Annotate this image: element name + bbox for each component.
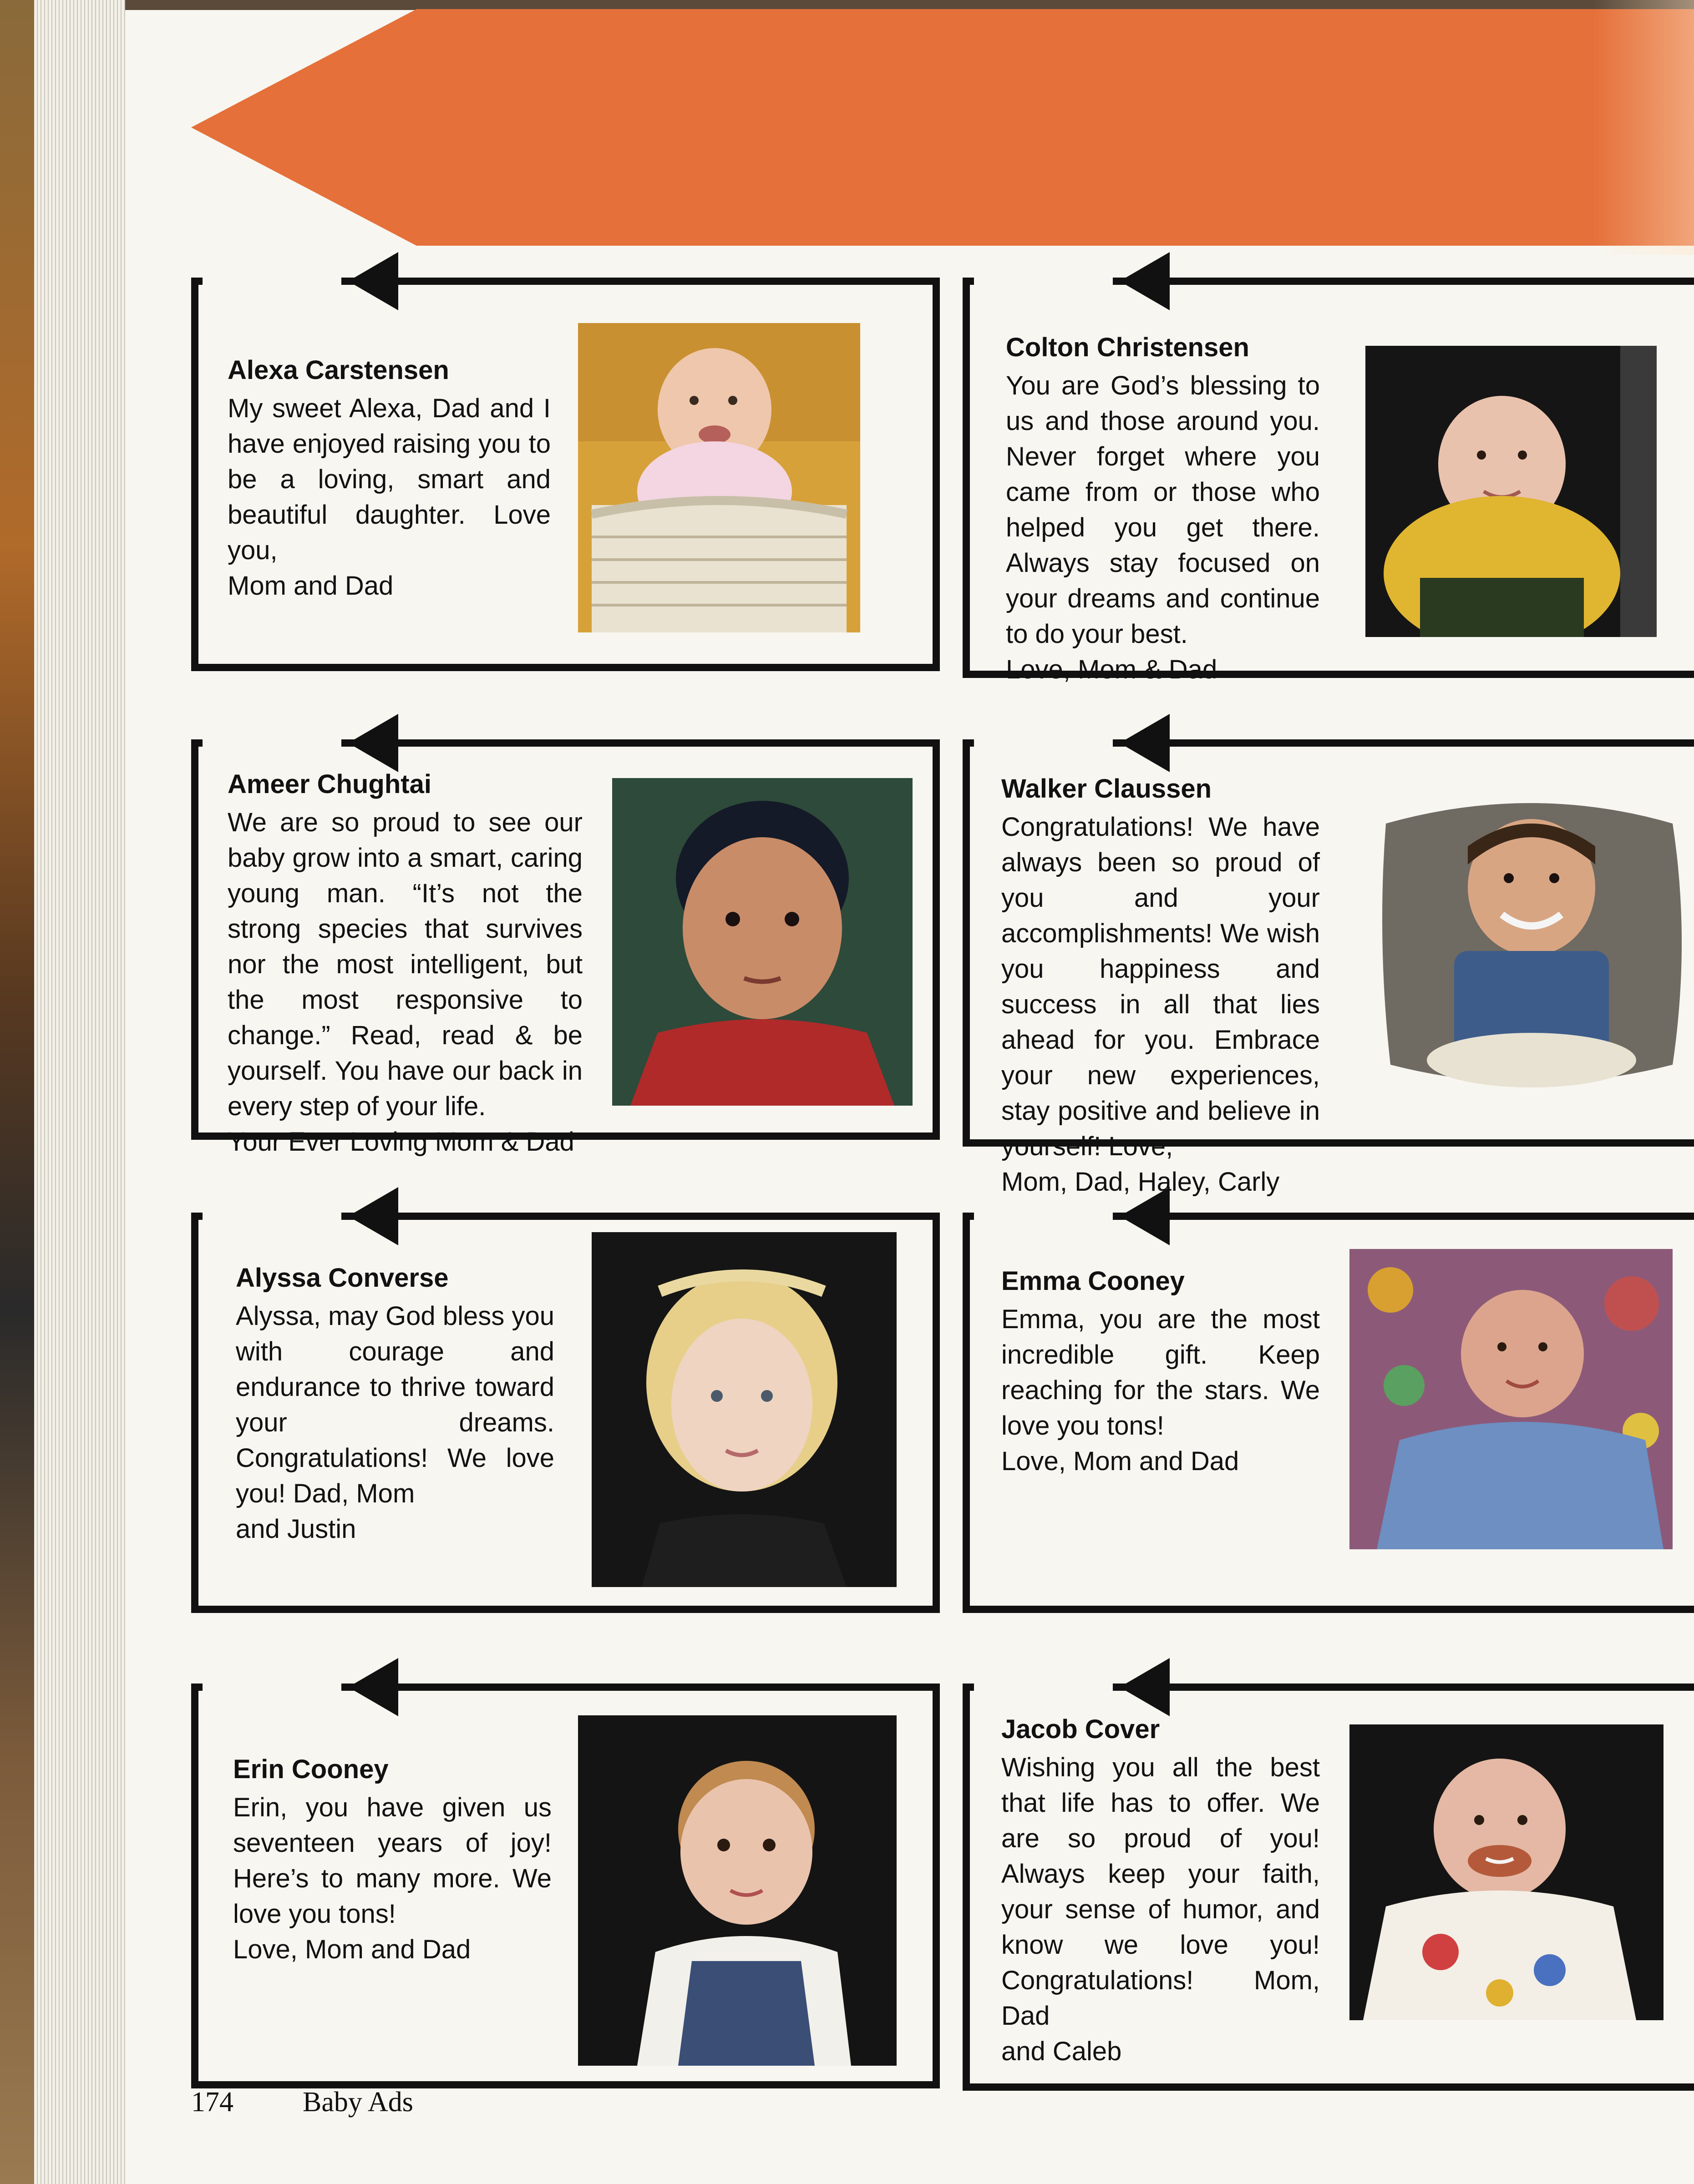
ad-top-line [1113, 1213, 1694, 1220]
ad-signature: Love, Mom and Dad [1001, 1446, 1239, 1476]
ad-signature: and Caleb [1001, 2037, 1122, 2066]
ad-top-line [963, 739, 974, 747]
ad-ameer-chughtai [191, 739, 940, 1157]
ad-top-line [1113, 739, 1694, 747]
ad-top-line [963, 278, 974, 285]
arrow-left-icon [1120, 1187, 1170, 1245]
ad-text [1001, 771, 1320, 1200]
baby-photo [578, 1715, 897, 2066]
ad-colton-christensen [963, 278, 1694, 684]
ad-signature: Mom and Dad [228, 571, 394, 601]
arrow-left-icon [348, 1187, 398, 1245]
ad-signature: Love, Mom & Dad [1006, 655, 1217, 684]
arrow-left-icon [348, 714, 398, 772]
ad-message: Wishing you all the best that life has to offer. We are so proud of you! Always keep your faith, your sense of humor, and know we love you! Congratulations! Mom, Dad [1001, 1753, 1320, 2031]
ad-name: Jacob Cover [1001, 1714, 1160, 1744]
ad-name: Ameer Chughtai [228, 769, 431, 799]
ad-top-line [191, 1684, 203, 1691]
ad-alexa-carstensen [191, 278, 940, 671]
child-photo [1377, 783, 1686, 1101]
baby-photo [1349, 1249, 1673, 1549]
ad-top-line [191, 739, 203, 747]
ad-text [1006, 330, 1320, 688]
ad-alyssa-converse [191, 1213, 940, 1613]
ad-signature: Mom, Dad, Haley, Carly [1001, 1167, 1280, 1197]
child-photo [612, 778, 913, 1106]
child-photo [592, 1232, 897, 1587]
ad-message: We are so proud to see our baby grow into a smart, caring young man. “It’s not the strong species that survives nor the most intelligent, but the most responsive to change.” Read, read & be yourself. You have our back in every step of your life. [228, 808, 583, 1121]
ad-text [236, 1260, 554, 1547]
ad-name: Emma Cooney [1001, 1266, 1185, 1296]
ad-top-line [341, 1684, 940, 1691]
ad-jacob-cover [963, 1684, 1694, 2091]
ad-signature: Love, Mom and Dad [233, 1935, 471, 1964]
ad-text [228, 767, 583, 1160]
ad-signature: Your Ever Loving Mom & Dad [228, 1127, 574, 1157]
ad-top-line [341, 278, 940, 285]
ad-message: Erin, you have given us seventeen years of joy! Here’s to many more. We love you tons! [233, 1793, 552, 1929]
ad-message: Alyssa, may God bless you with courage and endurance to thrive toward your dreams. Congratulations! We love you! Dad, Mom [236, 1301, 554, 1508]
ad-name: Colton Christensen [1006, 333, 1249, 362]
banner-gloss [1593, 0, 1694, 255]
left-edge-background [0, 0, 34, 2184]
ad-text [1001, 1264, 1320, 1479]
ad-top-line [191, 1213, 203, 1220]
ad-name: Alexa Carstensen [228, 355, 449, 385]
ad-top-line [1113, 1684, 1694, 1691]
ad-top-line [341, 739, 940, 747]
ad-name: Erin Cooney [233, 1754, 389, 1784]
ad-top-line [963, 1213, 974, 1220]
ad-name: Alyssa Converse [236, 1263, 449, 1293]
baby-photo [1349, 1724, 1664, 2020]
ad-top-line [191, 278, 203, 285]
ad-text [233, 1752, 552, 1967]
ad-text [1001, 1712, 1320, 2069]
ad-emma-cooney [963, 1213, 1694, 1613]
arrow-left-icon [1120, 1658, 1170, 1716]
arrow-left-icon [1120, 714, 1170, 772]
ad-text [228, 353, 551, 604]
page-edges [34, 0, 125, 2184]
ad-erin-cooney [191, 1684, 940, 2088]
arrow-left-icon [348, 1658, 398, 1716]
orange-arrow-banner [191, 9, 1694, 246]
section-title: Baby Ads [303, 2087, 413, 2118]
page-number: 174 [191, 2087, 233, 2118]
baby-photo [578, 323, 860, 632]
ad-top-line [1113, 278, 1694, 285]
ad-signature: and Justin [236, 1514, 356, 1544]
baby-photo [1365, 346, 1657, 637]
ad-top-line [963, 1684, 974, 1691]
ad-top-line [341, 1213, 940, 1220]
arrow-left-icon [1120, 252, 1170, 310]
ad-name: Walker Claussen [1001, 774, 1212, 804]
ad-message: My sweet Alexa, Dad and I have enjoyed raising you to be a loving, smart and beautiful daughter. Love you, [228, 394, 551, 565]
arrow-left-icon [348, 252, 398, 310]
ad-message: Emma, you are the most incredible gift. Keep reaching for the stars. We love you tons! [1001, 1304, 1320, 1441]
top-strip [125, 0, 1694, 10]
ad-message: Congratulations! We have always been so proud of you and your accomplishments! We wish you happiness and success in all that lies ahead for you. Embrace your new experiences, stay positive and believe in yourself! Love, [1001, 812, 1320, 1161]
ad-message: You are God’s blessing to us and those around you. Never forget where you came from or those who helped you get there. Always stay focused on your dreams and continue to do your best. [1006, 371, 1320, 649]
ad-walker-claussen [963, 739, 1694, 1197]
